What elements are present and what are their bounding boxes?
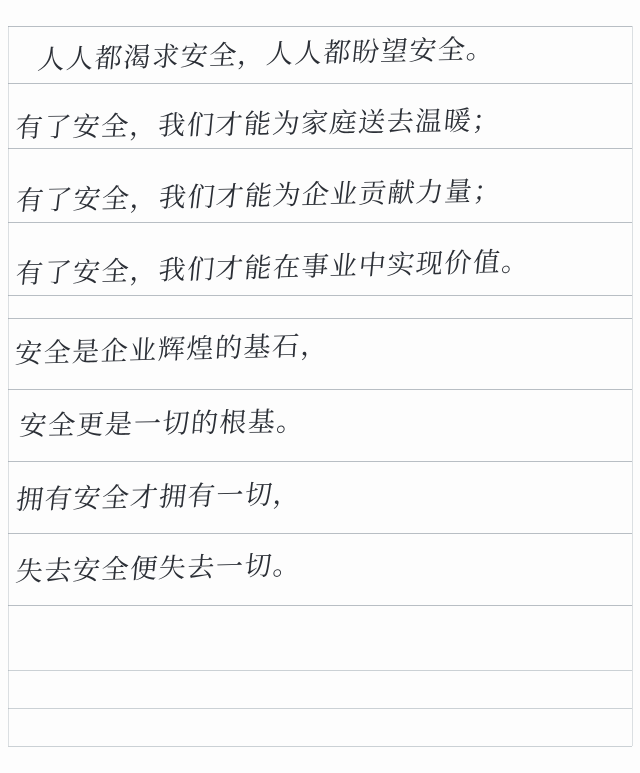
handwritten-line-text: 人人都渴求安全，人人都盼望安全。 [36, 33, 497, 77]
handwritten-line [0, 479, 640, 518]
handwritten-line [0, 550, 640, 590]
handwritten-line-text: 安全更是一切的根基。 [18, 406, 307, 443]
handwritten-line [0, 330, 640, 372]
handwritten-line-text: 有了安全，我们才能在事业中实现价值。 [14, 246, 532, 291]
handwritten-line [0, 175, 640, 219]
handwritten-line [0, 406, 640, 444]
handwritten-line [0, 246, 640, 292]
handwritten-line-text: 失去安全便失去一切。 [14, 550, 304, 589]
handwritten-line-text: 安全是企业辉煌的基石， [14, 330, 331, 371]
handwritten-line [0, 105, 640, 146]
handwritten-line-text: 有了安全，我们才能为企业贡献力量； [14, 175, 504, 218]
handwritten-line-text: 拥有安全才拥有一切， [14, 479, 304, 517]
handwritten-line-text: 有了安全，我们才能为家庭送去温暖； [14, 105, 503, 145]
handwritten-line [0, 33, 640, 78]
